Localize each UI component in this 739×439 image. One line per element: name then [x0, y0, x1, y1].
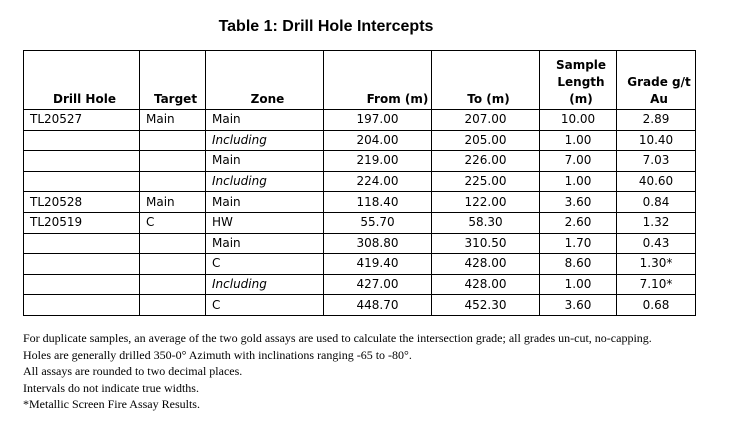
footnote: Intervals do not indicate true widths. — [23, 380, 199, 395]
cell-grade: 2.89 — [617, 110, 696, 131]
cell-zone: Main — [206, 151, 324, 172]
cell-target — [140, 233, 206, 254]
cell-sample-length: 10.00 — [540, 110, 617, 131]
cell-zone: C — [206, 254, 324, 275]
footnote: For duplicate samples, an average of the two gold assays are used to calculate the intersection grade; all grades un-cut, no-capping. — [23, 331, 652, 345]
cell-drill-hole — [24, 130, 140, 151]
cell-drill-hole — [24, 254, 140, 275]
cell-sample-length: 1.00 — [540, 274, 617, 295]
cell-target: C — [140, 212, 206, 233]
header-grade: Grade g/t Au — [617, 51, 696, 110]
cell-drill-hole — [24, 171, 140, 192]
cell-drill-hole — [24, 274, 140, 295]
cell-grade: 10.40 — [617, 130, 696, 151]
cell-sample-length: 3.60 — [540, 192, 617, 213]
cell-drill-hole: TL20519 — [24, 212, 140, 233]
cell-to: 225.00 — [432, 171, 540, 192]
table-row — [24, 274, 696, 295]
cell-zone: HW — [206, 212, 324, 233]
cell-drill-hole: TL20527 — [24, 110, 140, 131]
table-row — [24, 295, 696, 316]
cell-sample-length: 8.60 — [540, 254, 617, 275]
cell-drill-hole — [24, 151, 140, 172]
cell-grade: 1.32 — [617, 212, 696, 233]
cell-from: 308.80 — [324, 233, 432, 254]
cell-zone: Main — [206, 110, 324, 131]
header-row — [24, 51, 696, 110]
footnote: Holes are generally drilled 350-0° Azimuth with inclinations ranging -65 to -80°. — [23, 347, 412, 362]
cell-to: 122.00 — [432, 192, 540, 213]
cell-grade: 0.68 — [617, 295, 696, 316]
cell-to: 226.00 — [432, 151, 540, 172]
cell-zone: Main — [206, 192, 324, 213]
cell-zone: Including — [206, 274, 324, 295]
cell-grade: 0.84 — [617, 192, 696, 213]
cell-sample-length: 3.60 — [540, 295, 617, 316]
cell-drill-hole: TL20528 — [24, 192, 140, 213]
cell-grade: 40.60 — [617, 171, 696, 192]
cell-sample-length: 1.00 — [540, 171, 617, 192]
header-sample-length: Sample Length (m) — [540, 51, 617, 110]
header-zone: Zone — [206, 51, 324, 110]
cell-sample-length: 1.70 — [540, 233, 617, 254]
cell-to: 310.50 — [432, 233, 540, 254]
cell-grade: 7.10* — [617, 274, 696, 295]
cell-grade: 0.43 — [617, 233, 696, 254]
cell-sample-length: 1.00 — [540, 130, 617, 151]
table-row — [24, 233, 696, 254]
cell-sample-length: 7.00 — [540, 151, 617, 172]
cell-target — [140, 254, 206, 275]
cell-from: 55.70 — [324, 212, 432, 233]
cell-target: Main — [140, 110, 206, 131]
cell-target — [140, 274, 206, 295]
footnotes — [23, 330, 713, 413]
cell-drill-hole — [24, 295, 140, 316]
header-from: From (m) — [324, 51, 432, 110]
cell-target — [140, 151, 206, 172]
header-drill-hole: Drill Hole — [24, 51, 140, 110]
cell-zone: Including — [206, 171, 324, 192]
cell-from: 224.00 — [324, 171, 432, 192]
table-row — [24, 192, 696, 213]
cell-from: 419.40 — [324, 254, 432, 275]
cell-from: 427.00 — [324, 274, 432, 295]
cell-zone: C — [206, 295, 324, 316]
header-to: To (m) — [432, 51, 540, 110]
cell-sample-length: 2.60 — [540, 212, 617, 233]
cell-from: 448.70 — [324, 295, 432, 316]
table-row — [24, 110, 696, 131]
table-row — [24, 151, 696, 172]
table-row — [24, 254, 696, 275]
cell-target: Main — [140, 192, 206, 213]
footnote: All assays are rounded to two decimal places. — [23, 364, 243, 378]
table-row — [24, 130, 696, 151]
cell-to: 205.00 — [432, 130, 540, 151]
footnote: *Metallic Screen Fire Assay Results. — [23, 397, 200, 411]
cell-to: 207.00 — [432, 110, 540, 131]
table-row — [24, 212, 696, 233]
cell-to: 428.00 — [432, 254, 540, 275]
cell-target — [140, 130, 206, 151]
cell-to: 452.30 — [432, 295, 540, 316]
table-row — [24, 171, 696, 192]
drill-hole-table — [23, 50, 696, 316]
cell-drill-hole — [24, 233, 140, 254]
cell-from: 118.40 — [324, 192, 432, 213]
cell-from: 219.00 — [324, 151, 432, 172]
header-target: Target — [140, 51, 206, 110]
cell-from: 204.00 — [324, 130, 432, 151]
cell-grade: 1.30* — [617, 254, 696, 275]
cell-to: 58.30 — [432, 212, 540, 233]
cell-from: 197.00 — [324, 110, 432, 131]
table-title: Table 1: Drill Hole Intercepts — [218, 18, 434, 35]
cell-target — [140, 171, 206, 192]
cell-target — [140, 295, 206, 316]
cell-to: 428.00 — [432, 274, 540, 295]
cell-grade: 7.03 — [617, 151, 696, 172]
cell-zone: Main — [206, 233, 324, 254]
cell-zone: Including — [206, 130, 324, 151]
